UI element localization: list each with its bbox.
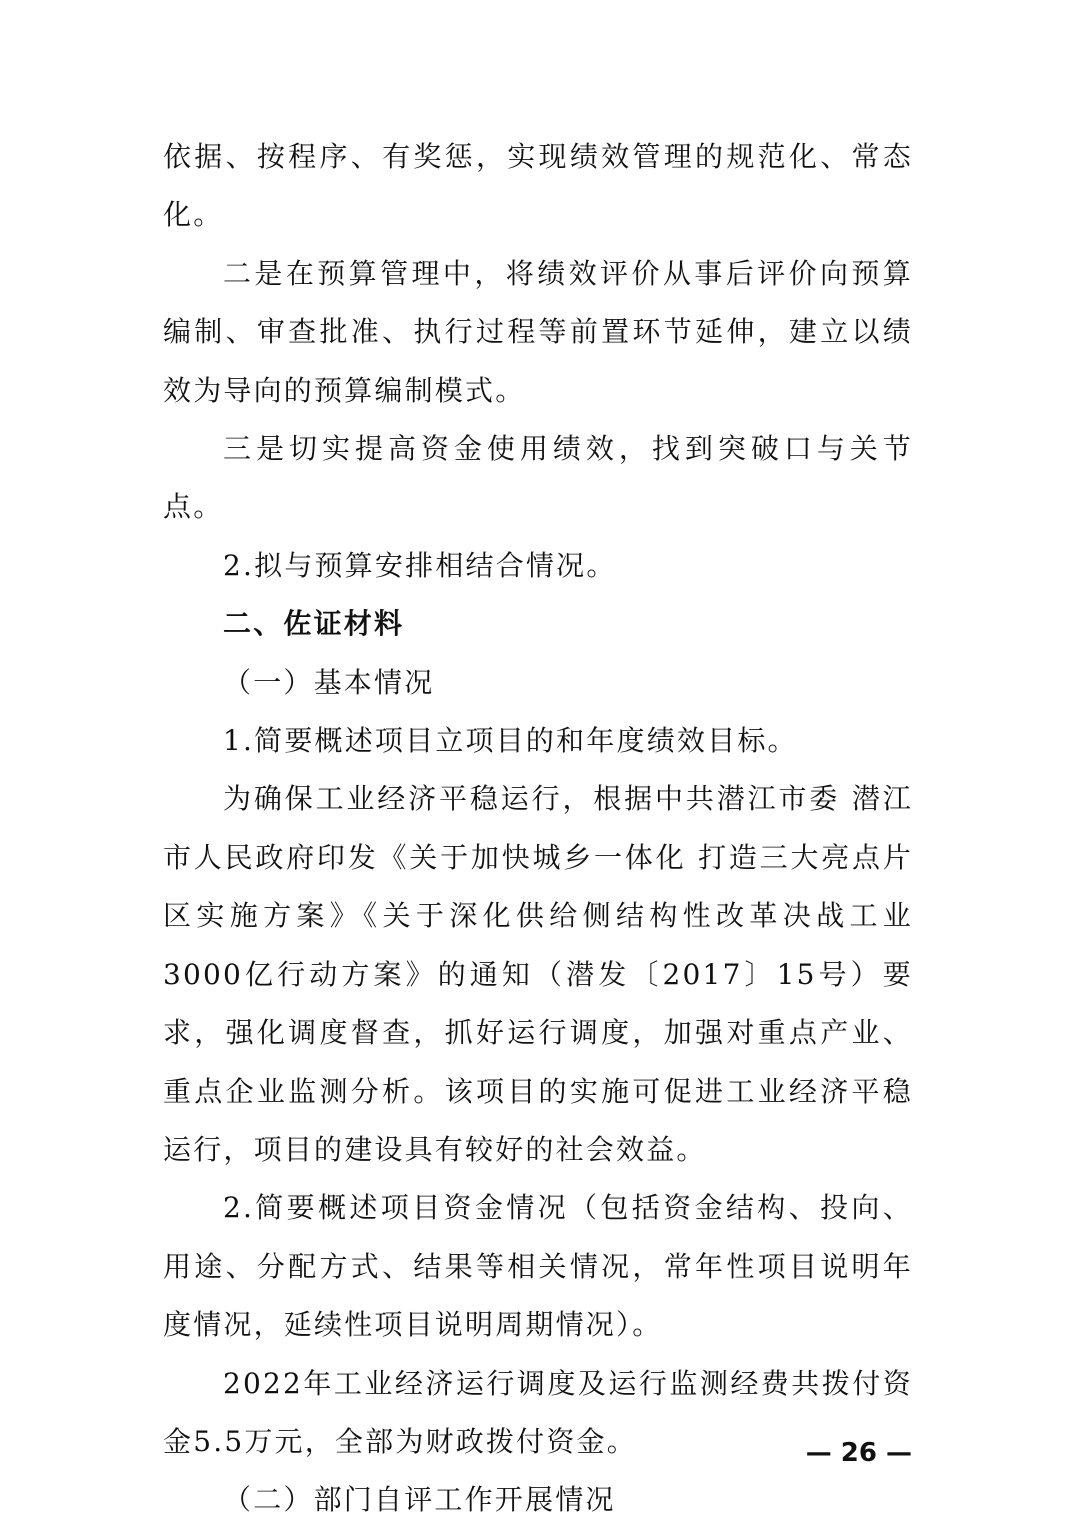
- paragraph-continuation: 依据、按程序、有奖惩，实现绩效管理的规范化、常态化。: [163, 140, 913, 232]
- page-number: — 26 —: [805, 1438, 912, 1468]
- subsection-heading-self-evaluation: （二）部门自评工作开展情况: [223, 1483, 616, 1517]
- paragraph-project-objectives: 为确保工业经济平稳运行，根据中共潜江市委 潜江市人民政府印发《关于加快城乡一体化 打造三大亮点片区实施方案》《关于深化供给侧结构性改革决战工业3000亿行动方案》的通知（潜发〔2017〕15号）要求，强化调度督查，抓好运行调度，加强对重点产业、重点企业监测分析。该项目的实施可促进工业经济平稳运行，项目的建设具有较好的社会效益。: [163, 782, 913, 1166]
- paragraph-budget-management: 二是在预算管理中，将绩效评价从事后评价向预算编制、审查批准、执行过程等前置环节延伸，建立以绩效为导向的预算编制模式。: [163, 256, 913, 407]
- paragraph-funding-amount: 2022年工业经济运行调度及运行监测经费共拨付资金5.5万元，全部为财政拨付资金。: [163, 1366, 913, 1458]
- paragraph-fund-performance: 三是切实提高资金使用绩效，找到突破口与关节点。: [163, 432, 913, 524]
- section-heading-evidence: 二、佐证材料: [223, 607, 405, 641]
- paragraph-budget-arrangement: 2.拟与预算安排相结合情况。: [223, 548, 617, 582]
- document-body: [163, 128, 913, 1530]
- paragraph-project-objectives-title: 1.简要概述项目立项目的和年度绩效目标。: [223, 724, 798, 758]
- paragraph-funding-title: 2.简要概述项目资金情况（包括资金结构、投向、用途、分配方式、结果等相关情况，常年性项目说明年度情况，延续性项目说明周期情况）。: [163, 1191, 913, 1342]
- subsection-heading-basic-info: （一）基本情况: [223, 665, 435, 699]
